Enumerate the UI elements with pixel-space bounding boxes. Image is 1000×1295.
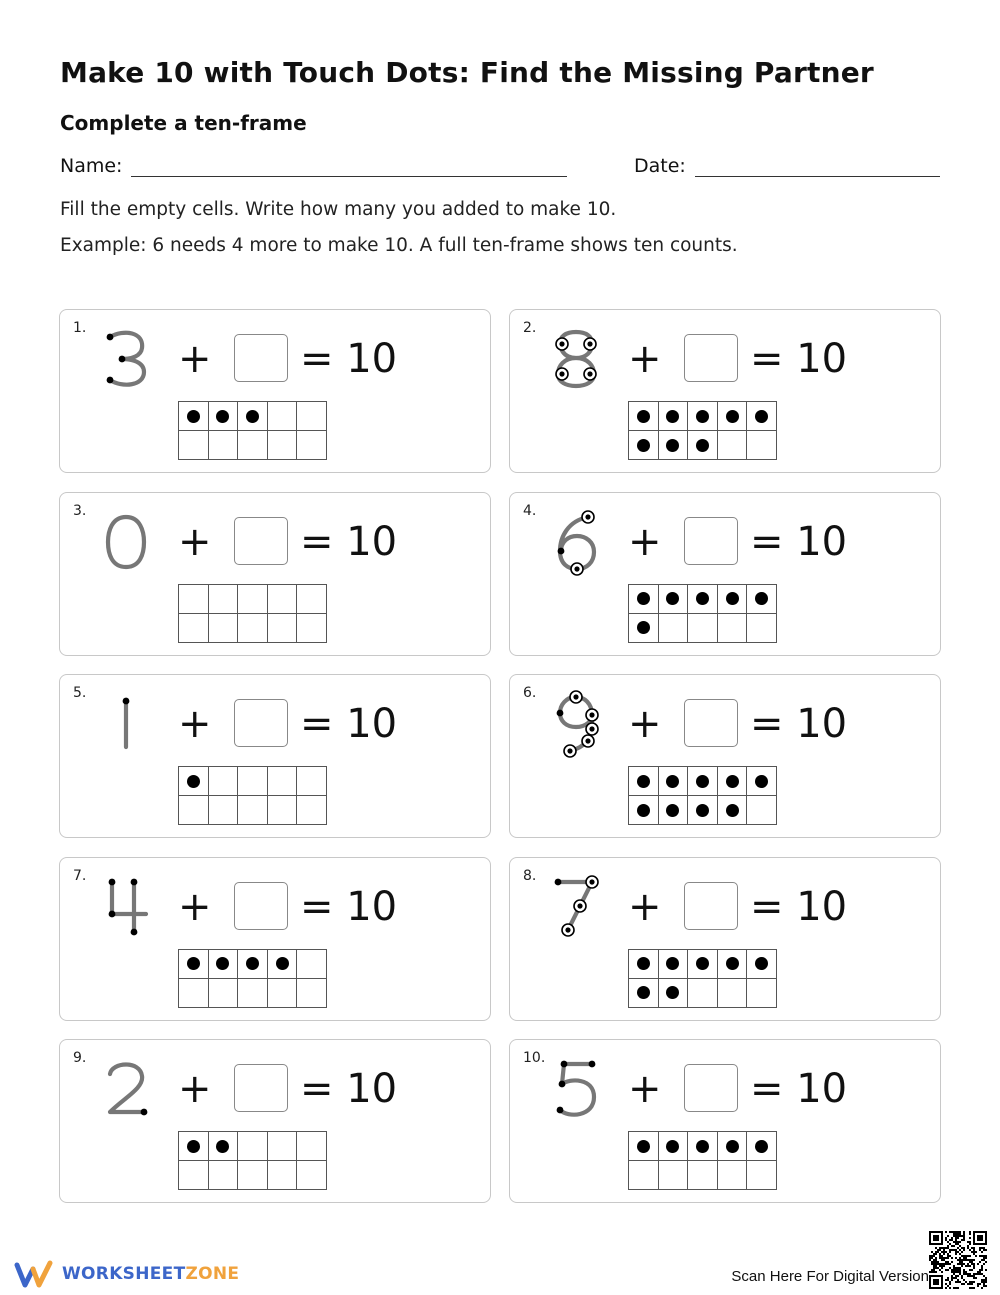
ten-frame-cell[interactable]: [688, 585, 718, 614]
counter-dot: [696, 775, 709, 788]
problem-number: 3.: [73, 502, 87, 519]
equals-ten: = 10: [750, 336, 848, 382]
ten-frame-cell[interactable]: [209, 1161, 239, 1190]
problem-card: [59, 1039, 491, 1203]
worksheetzone-logo-icon: [14, 1259, 56, 1289]
touch-dot-digit-4: [98, 872, 154, 942]
ten-frame-cell[interactable]: [659, 979, 689, 1008]
counter-dot: [216, 957, 229, 970]
ten-frame-cell[interactable]: [238, 796, 268, 825]
touch-dot-digit-1: [98, 689, 154, 759]
counter-dot: [696, 592, 709, 605]
counter-dot: [187, 1140, 200, 1153]
ten-frame-cell[interactable]: [179, 1132, 209, 1161]
equals-ten: = 10: [750, 701, 848, 747]
counter-dot: [666, 957, 679, 970]
problem-number: 1.: [73, 320, 87, 336]
ten-frame-cell[interactable]: [688, 796, 718, 825]
counter-dot: [637, 775, 650, 788]
counter-dot: [696, 804, 709, 817]
ten-frame-cell[interactable]: [629, 950, 659, 979]
touch-dot-ring: [564, 745, 576, 757]
ten-frame-cell[interactable]: [297, 431, 327, 460]
ten-frame-cell[interactable]: [659, 614, 689, 643]
ten-frame-cell[interactable]: [747, 402, 777, 431]
page-subtitle: Complete a ten-frame: [60, 111, 307, 135]
ten-frame: [178, 401, 327, 460]
ten-frame-cell[interactable]: [688, 1132, 718, 1161]
touch-dot: [123, 698, 130, 705]
ten-frame-cell[interactable]: [659, 1132, 689, 1161]
ten-frame-cell[interactable]: [268, 767, 298, 796]
ten-frame: [178, 766, 327, 825]
ten-frame-cell[interactable]: [629, 767, 659, 796]
answer-box[interactable]: [234, 699, 288, 747]
date-field[interactable]: [695, 176, 940, 177]
ten-frame-cell[interactable]: [268, 1161, 298, 1190]
equals-ten: = 10: [300, 336, 398, 382]
counter-dot: [666, 986, 679, 999]
answer-box[interactable]: [234, 517, 288, 565]
ten-frame-cell[interactable]: [268, 1132, 298, 1161]
problem-card: [509, 492, 941, 656]
counter-dot: [696, 1140, 709, 1153]
ten-frame-cell[interactable]: [747, 585, 777, 614]
ten-frame: [628, 584, 777, 643]
ten-frame-cell[interactable]: [297, 585, 327, 614]
counter-dot: [637, 957, 650, 970]
ten-frame-cell[interactable]: [179, 796, 209, 825]
ten-frame-cell[interactable]: [209, 585, 239, 614]
touch-dot-digit-2: [98, 1054, 154, 1124]
touch-dot-digit-9: [548, 689, 604, 759]
ten-frame-cell[interactable]: [629, 796, 659, 825]
ten-frame-cell[interactable]: [238, 402, 268, 431]
counter-dot: [696, 957, 709, 970]
answer-box[interactable]: [234, 1064, 288, 1112]
instruction-line-1: Fill the empty cells. Write how many you added to make 10.: [60, 199, 617, 220]
touch-dot: [559, 1081, 566, 1088]
ten-frame-cell[interactable]: [718, 979, 748, 1008]
qr-code-icon[interactable]: [929, 1231, 987, 1289]
ten-frame-cell[interactable]: [297, 950, 327, 979]
counter-dot: [666, 592, 679, 605]
touch-dot: [109, 910, 116, 917]
touch-dot-ring: [582, 511, 594, 523]
answer-box[interactable]: [234, 334, 288, 382]
touch-dot: [141, 1109, 148, 1116]
ten-frame-cell[interactable]: [659, 585, 689, 614]
ten-frame-cell[interactable]: [268, 585, 298, 614]
counter-dot: [726, 775, 739, 788]
ten-frame-cell[interactable]: [688, 402, 718, 431]
touch-dot: [107, 377, 114, 384]
touch-dot-ring: [586, 876, 598, 888]
touch-dot: [131, 878, 138, 885]
equals-ten: = 10: [300, 1066, 398, 1112]
touch-dot: [109, 878, 116, 885]
touch-dot-ring: [570, 691, 582, 703]
ten-frame-cell[interactable]: [659, 1161, 689, 1190]
counter-dot: [755, 775, 768, 788]
name-label: Name:: [60, 155, 123, 177]
ten-frame-cell[interactable]: [238, 979, 268, 1008]
counter-dot: [276, 957, 289, 970]
counter-dot: [755, 957, 768, 970]
ten-frame-cell[interactable]: [629, 1161, 659, 1190]
touch-dot-digit-0: [98, 507, 154, 577]
problem-card: [509, 309, 941, 473]
touch-dot-ring: [584, 338, 596, 350]
answer-box[interactable]: [684, 334, 738, 382]
ten-frame-cell[interactable]: [659, 431, 689, 460]
ten-frame-cell[interactable]: [297, 767, 327, 796]
touch-dot: [555, 878, 562, 885]
ten-frame-cell[interactable]: [179, 950, 209, 979]
ten-frame-cell[interactable]: [297, 1132, 327, 1161]
ten-frame-cell[interactable]: [268, 950, 298, 979]
ten-frame-cell[interactable]: [659, 402, 689, 431]
problem-number: 9.: [73, 1050, 87, 1066]
problem-number: 7.: [73, 867, 87, 884]
counter-dot: [666, 410, 679, 423]
answer-box[interactable]: [684, 882, 738, 930]
plus-sign: +: [178, 701, 212, 747]
ten-frame-cell[interactable]: [688, 950, 718, 979]
page-title: Make 10 with Touch Dots: Find the Missing Partner: [60, 56, 874, 89]
ten-frame-cell[interactable]: [629, 585, 659, 614]
ten-frame-cell[interactable]: [238, 1132, 268, 1161]
answer-box[interactable]: [684, 699, 738, 747]
ten-frame-cell[interactable]: [747, 431, 777, 460]
ten-frame-cell[interactable]: [629, 1132, 659, 1161]
touch-dot: [561, 1061, 568, 1068]
problem-number: 4.: [523, 502, 537, 519]
counter-dot: [246, 957, 259, 970]
equals-ten: = 10: [300, 518, 398, 565]
ten-frame-cell[interactable]: [629, 431, 659, 460]
problem-card: [509, 857, 941, 1021]
counter-dot: [726, 804, 739, 817]
equals-ten: = 10: [300, 701, 398, 747]
ten-frame-cell[interactable]: [688, 614, 718, 643]
counter-dot: [726, 410, 739, 423]
ten-frame-cell[interactable]: [268, 614, 298, 643]
touch-dot: [131, 928, 138, 935]
ten-frame-cell[interactable]: [747, 950, 777, 979]
counter-dot: [637, 410, 650, 423]
ten-frame-cell[interactable]: [179, 767, 209, 796]
counter-dot: [666, 804, 679, 817]
ten-frame-cell[interactable]: [659, 767, 689, 796]
ten-frame-cell[interactable]: [747, 767, 777, 796]
ten-frame-cell[interactable]: [718, 431, 748, 460]
counter-dot: [755, 1140, 768, 1153]
counter-dot: [637, 986, 650, 999]
ten-frame-cell[interactable]: [209, 979, 239, 1008]
ten-frame-cell[interactable]: [238, 767, 268, 796]
counter-dot: [666, 775, 679, 788]
counter-dot: [696, 410, 709, 423]
touch-dot-digit-6: [548, 507, 604, 577]
plus-sign: +: [178, 883, 212, 930]
equals-ten: = 10: [750, 1066, 848, 1112]
touch-dot: [589, 1061, 596, 1068]
touch-dot-ring: [586, 723, 598, 735]
logo-text-worksheet: WORKSHEET: [62, 1264, 186, 1284]
counter-dot: [755, 592, 768, 605]
ten-frame-cell[interactable]: [629, 979, 659, 1008]
problem-card: [59, 857, 491, 1021]
ten-frame-cell[interactable]: [747, 796, 777, 825]
plus-sign: +: [628, 701, 662, 747]
ten-frame-cell[interactable]: [179, 614, 209, 643]
counter-dot: [726, 1140, 739, 1153]
touch-dot-ring: [562, 924, 574, 936]
touch-dot-digit-8: [548, 324, 604, 394]
ten-frame-cell[interactable]: [297, 402, 327, 431]
ten-frame-cell[interactable]: [747, 979, 777, 1008]
ten-frame-cell[interactable]: [718, 585, 748, 614]
ten-frame-cell[interactable]: [297, 796, 327, 825]
counter-dot: [726, 957, 739, 970]
plus-sign: +: [628, 518, 662, 565]
touch-dot: [107, 334, 114, 341]
ten-frame-cell[interactable]: [688, 979, 718, 1008]
counter-dot: [187, 957, 200, 970]
ten-frame-cell[interactable]: [238, 431, 268, 460]
counter-dot: [666, 439, 679, 452]
touch-dot-ring: [586, 709, 598, 721]
counter-dot: [637, 439, 650, 452]
counter-dot: [216, 410, 229, 423]
answer-box[interactable]: [234, 882, 288, 930]
equals-ten: = 10: [750, 883, 848, 930]
instruction-line-2: Example: 6 needs 4 more to make 10. A full ten-frame shows ten counts.: [60, 235, 738, 256]
touch-dot-ring: [571, 563, 583, 575]
problem-card: [59, 309, 491, 473]
logo-text-zone: ZONE: [185, 1264, 240, 1284]
answer-box[interactable]: [684, 1064, 738, 1112]
problem-card: [59, 492, 491, 656]
counter-dot: [755, 410, 768, 423]
plus-sign: +: [628, 883, 662, 930]
ten-frame-cell[interactable]: [629, 614, 659, 643]
touch-dot-digit-3: [98, 324, 154, 394]
ten-frame-cell[interactable]: [718, 1132, 748, 1161]
ten-frame-cell[interactable]: [179, 585, 209, 614]
worksheetzone-logo: [14, 1259, 239, 1289]
ten-frame: [628, 401, 777, 460]
equals-ten: = 10: [300, 883, 398, 930]
ten-frame-cell[interactable]: [238, 950, 268, 979]
plus-sign: +: [178, 336, 212, 382]
touch-dot-digit-5: [548, 1054, 604, 1124]
ten-frame-cell[interactable]: [268, 402, 298, 431]
ten-frame-cell[interactable]: [718, 796, 748, 825]
counter-dot: [187, 775, 200, 788]
problem-number: 8.: [523, 867, 537, 884]
ten-frame-cell[interactable]: [209, 950, 239, 979]
ten-frame-cell[interactable]: [238, 1161, 268, 1190]
ten-frame-cell[interactable]: [688, 767, 718, 796]
ten-frame-cell[interactable]: [297, 614, 327, 643]
ten-frame-cell[interactable]: [209, 767, 239, 796]
problem-number: 6.: [523, 685, 537, 701]
name-field[interactable]: [131, 176, 567, 177]
plus-sign: +: [178, 518, 212, 565]
ten-frame-cell[interactable]: [268, 979, 298, 1008]
touch-dot: [119, 356, 126, 363]
plus-sign: +: [628, 1066, 662, 1112]
ten-frame-cell[interactable]: [238, 585, 268, 614]
ten-frame: [628, 1131, 777, 1190]
ten-frame: [628, 949, 777, 1008]
problem-number: 5.: [73, 685, 87, 701]
counter-dot: [187, 410, 200, 423]
touch-dot-ring: [556, 368, 568, 380]
ten-frame-cell[interactable]: [718, 767, 748, 796]
ten-frame-cell[interactable]: [179, 431, 209, 460]
ten-frame-cell[interactable]: [718, 950, 748, 979]
counter-dot: [696, 439, 709, 452]
ten-frame-cell[interactable]: [179, 979, 209, 1008]
counter-dot: [726, 592, 739, 605]
counter-dot: [637, 621, 650, 634]
ten-frame: [178, 1131, 327, 1190]
ten-frame-cell[interactable]: [659, 950, 689, 979]
equals-ten: = 10: [750, 518, 848, 565]
ten-frame-cell[interactable]: [179, 1161, 209, 1190]
ten-frame-cell[interactable]: [718, 402, 748, 431]
problem-card: [59, 674, 491, 838]
counter-dot: [666, 1140, 679, 1153]
problem-card: [509, 1039, 941, 1203]
ten-frame-cell[interactable]: [747, 1161, 777, 1190]
plus-sign: +: [178, 1066, 212, 1112]
touch-dot-ring: [556, 338, 568, 350]
ten-frame-cell[interactable]: [209, 402, 239, 431]
ten-frame-cell[interactable]: [209, 1132, 239, 1161]
answer-box[interactable]: [684, 517, 738, 565]
ten-frame: [178, 584, 327, 643]
counter-dot: [637, 1140, 650, 1153]
ten-frame: [628, 766, 777, 825]
touch-dot-ring: [574, 900, 586, 912]
ten-frame-cell[interactable]: [297, 1161, 327, 1190]
ten-frame-cell[interactable]: [179, 402, 209, 431]
scan-text: Scan Here For Digital Version: [731, 1268, 929, 1285]
ten-frame-cell[interactable]: [747, 614, 777, 643]
ten-frame-cell[interactable]: [718, 1161, 748, 1190]
ten-frame-cell[interactable]: [238, 614, 268, 643]
ten-frame-cell[interactable]: [747, 1132, 777, 1161]
touch-dot-digit-7: [548, 872, 604, 942]
counter-dot: [246, 410, 259, 423]
problem-number: 2.: [523, 320, 537, 336]
touch-dot: [557, 1107, 564, 1114]
ten-frame: [178, 949, 327, 1008]
counter-dot: [637, 592, 650, 605]
touch-dot-ring: [584, 368, 596, 380]
ten-frame-cell[interactable]: [209, 431, 239, 460]
ten-frame-cell[interactable]: [209, 614, 239, 643]
ten-frame-cell[interactable]: [718, 614, 748, 643]
touch-dot-ring: [582, 735, 594, 747]
date-label: Date:: [634, 155, 686, 177]
touch-dot: [557, 710, 564, 717]
problem-card: [509, 674, 941, 838]
plus-sign: +: [628, 336, 662, 382]
ten-frame-cell[interactable]: [629, 402, 659, 431]
problem-number: 10.: [523, 1050, 546, 1066]
ten-frame-cell[interactable]: [297, 979, 327, 1008]
ten-frame-cell[interactable]: [268, 431, 298, 460]
counter-dot: [637, 804, 650, 817]
ten-frame-cell[interactable]: [209, 796, 239, 825]
ten-frame-cell[interactable]: [688, 1161, 718, 1190]
ten-frame-cell[interactable]: [268, 796, 298, 825]
touch-dot: [558, 547, 565, 554]
ten-frame-cell[interactable]: [688, 431, 718, 460]
counter-dot: [216, 1140, 229, 1153]
ten-frame-cell[interactable]: [659, 796, 689, 825]
